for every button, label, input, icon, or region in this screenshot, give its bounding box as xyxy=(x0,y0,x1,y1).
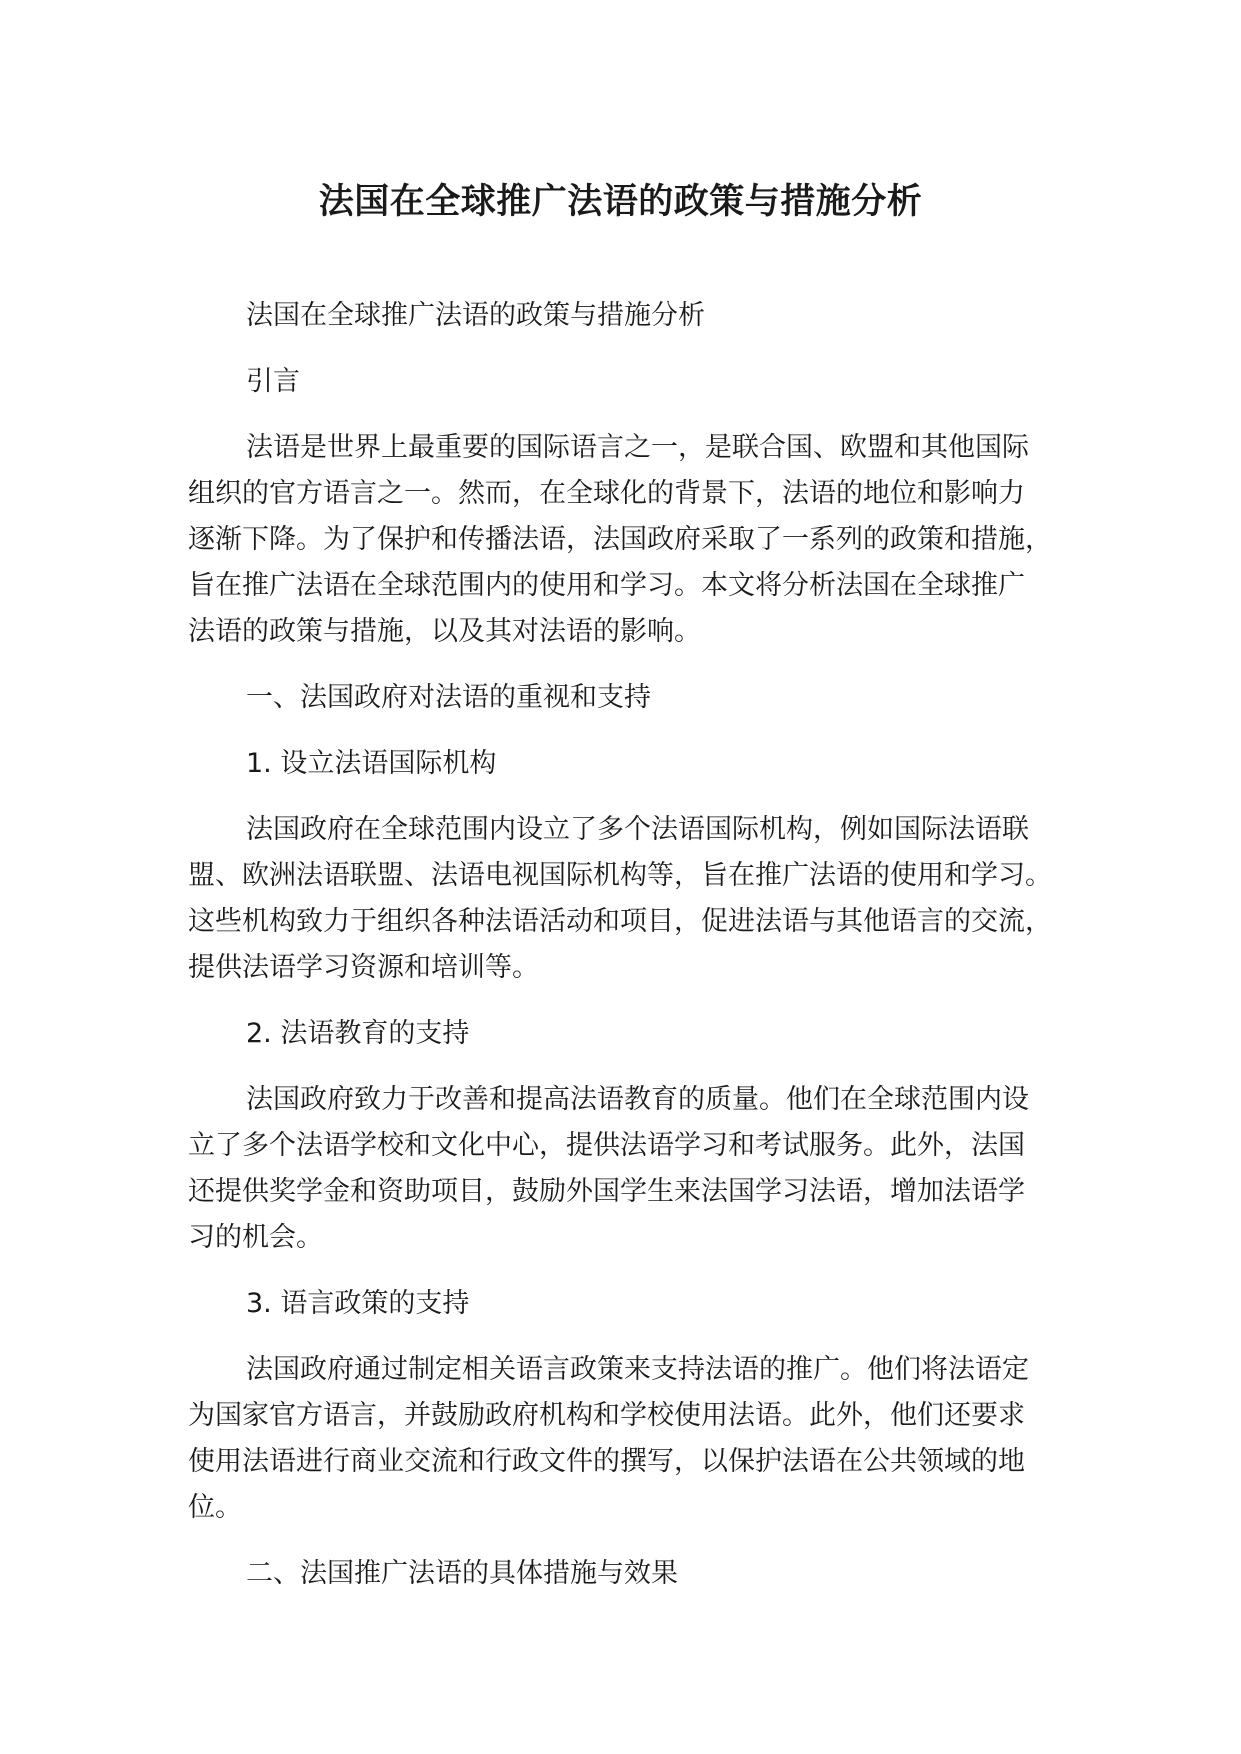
intro-paragraph xyxy=(188,425,1088,655)
intro-heading: 引言 xyxy=(246,366,300,397)
item-heading-2: 2. 法语教育的支持 xyxy=(246,1018,470,1049)
paragraph-line: 逐渐下降。为了保护和传播法语，法国政府采取了一系列的政策和措施， xyxy=(188,524,1052,555)
paragraph-line: 组织的官方语言之一。然而，在全球化的背景下，法语的地位和影响力 xyxy=(188,478,1025,509)
paragraph-line: 立了多个法语学校和文化中心，提供法语学习和考试服务。此外，法国 xyxy=(188,1130,1025,1161)
item3-paragraph xyxy=(188,1347,1088,1531)
document-title: 法国在全球推广法语的政策与措施分析 xyxy=(318,182,923,222)
item-heading-3: 3. 语言政策的支持 xyxy=(246,1288,470,1319)
paragraph-line: 法语是世界上最重要的国际语言之一，是联合国、欧盟和其他国际 xyxy=(246,432,1029,463)
section-heading-1: 一、法国政府对法语的重视和支持 xyxy=(246,682,651,713)
paragraph-line: 习的机会。 xyxy=(188,1222,323,1253)
paragraph-line: 法语的政策与措施，以及其对法语的影响。 xyxy=(188,616,701,647)
item-heading-1: 1. 设立法语国际机构 xyxy=(246,748,497,779)
paragraph-line: 提供法语学习资源和培训等。 xyxy=(188,952,539,983)
paragraph-line: 位。 xyxy=(188,1492,242,1523)
paragraph-line: 为国家官方语言，并鼓励政府机构和学校使用法语。此外，他们还要求 xyxy=(188,1400,1025,1431)
paragraph-line: 法国政府通过制定相关语言政策来支持法语的推广。他们将法语定 xyxy=(246,1354,1029,1385)
paragraph-line: 法国政府致力于改善和提高法语教育的质量。他们在全球范围内设 xyxy=(246,1084,1029,1115)
paragraph-line: 这些机构致力于组织各种法语活动和项目，促进法语与其他语言的交流， xyxy=(188,906,1052,937)
item2-paragraph xyxy=(188,1077,1088,1261)
item1-paragraph xyxy=(188,807,1088,991)
paragraph-line: 还提供奖学金和资助项目，鼓励外国学生来法国学习法语，增加法语学 xyxy=(188,1176,1025,1207)
section-heading-2: 二、法国推广法语的具体措施与效果 xyxy=(246,1558,678,1589)
subtitle: 法国在全球推广法语的政策与措施分析 xyxy=(246,300,705,331)
paragraph-line: 旨在推广法语在全球范围内的使用和学习。本文将分析法国在全球推广 xyxy=(188,570,1025,601)
document-body xyxy=(188,293,1088,1597)
paragraph-line: 法国政府在全球范围内设立了多个法语国际机构，例如国际法语联 xyxy=(246,814,1029,845)
paragraph-line: 使用法语进行商业交流和行政文件的撰写，以保护法语在公共领域的地 xyxy=(188,1446,1025,1477)
paragraph-line: 盟、欧洲法语联盟、法语电视国际机构等，旨在推广法语的使用和学习。 xyxy=(188,860,1052,891)
